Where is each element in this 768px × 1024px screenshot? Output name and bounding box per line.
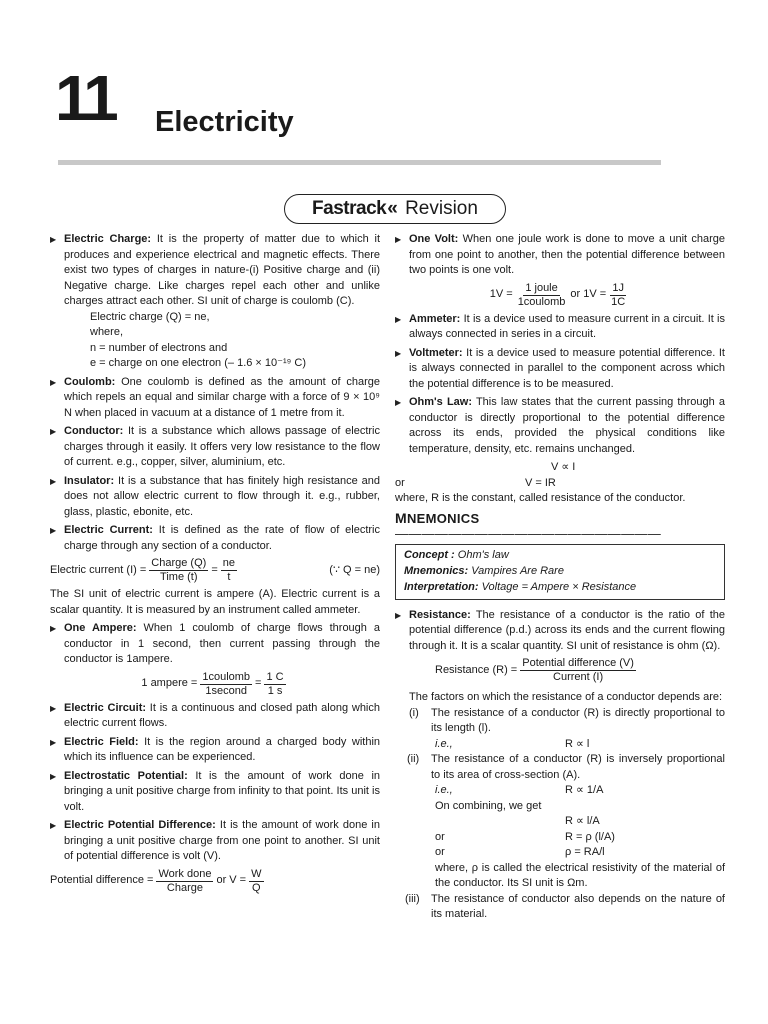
factor-text: The resistance of a conductor (R) is inversely proportional to its area of cross-section (A).	[431, 753, 725, 781]
resistance-equation	[395, 657, 725, 684]
header-rule	[58, 160, 661, 165]
definition: The resistance of a conductor is the ratio of the potential difference (p.d.) across its ends and the current flowing through it. It is a scalar quantity. SI unit of resistance is ohm (Ω).	[409, 608, 725, 652]
denominator: Q	[252, 881, 261, 894]
factor-1	[395, 706, 725, 737]
right-column	[395, 232, 725, 923]
item-ammeter	[395, 312, 725, 343]
numerator: 1J	[612, 281, 625, 294]
potential-difference-equation	[50, 868, 380, 895]
definition: It is a continuous and closed path along which electric current flows.	[64, 701, 380, 729]
equation: ρ = RA/l	[565, 846, 605, 858]
or-label: or	[395, 476, 405, 489]
ohm-where-text: where, R is the constant, called resistance of the conductor.	[395, 492, 686, 504]
e-definition: e = charge on one electron (– 1.6 × 10⁻¹⁹ C)	[90, 357, 306, 369]
chapter-number: 11	[55, 62, 115, 134]
chapter-title: Electricity	[155, 106, 294, 138]
denominator: 1second	[205, 684, 247, 697]
denominator: 1 s	[267, 684, 283, 697]
numerator: W	[251, 867, 262, 880]
heading-cap: M	[395, 509, 407, 526]
term: One Ampere:	[64, 622, 137, 634]
numerator: 1coulomb	[202, 670, 251, 683]
term: Ammeter:	[409, 312, 461, 325]
factor-label: (ii)	[407, 753, 420, 765]
fraction	[609, 282, 627, 309]
left-column	[50, 232, 380, 898]
ohm-equation-2	[395, 476, 725, 492]
item-insulator	[50, 474, 380, 521]
combined-equation-3	[395, 845, 725, 861]
item-one-ampere	[50, 621, 380, 668]
current-equation	[50, 557, 380, 584]
ohm-equation-1	[395, 460, 725, 476]
factor-1-equation	[395, 737, 725, 753]
definition: This law states that the current passing through a conductor is directly proportional to the potential difference across its ends, provided the physical conditions like temperature, density, etc. remains unchanged.	[409, 396, 725, 455]
item-resistance	[395, 608, 725, 655]
item-conductor	[50, 424, 380, 471]
factor-3	[395, 892, 725, 923]
or-label: or	[435, 830, 445, 843]
formula: Electric charge (Q) = ne,	[90, 310, 210, 323]
numerator: 1 joule	[525, 281, 558, 294]
item-potential-difference	[50, 818, 380, 865]
factor-label: (i)	[409, 706, 419, 719]
numerator: Charge (Q)	[151, 557, 207, 569]
definition: It is a substance which allows passage of electric charges through it easily. It offers very low resistance to the flow of current. e.g., copper, silver, aluminium, etc.	[64, 425, 380, 468]
mnemonics-heading: MNEMONICS ————————————————————	[395, 509, 661, 541]
badge-separator: «	[387, 198, 398, 219]
fraction	[249, 868, 263, 895]
mnemonic-line	[404, 563, 716, 579]
definition: It is a substance that has finitely high resistance and does not allow electric current to flow through it. e.g., rubber, glass, plastic, ebonite, etc.	[64, 474, 380, 518]
equation: V ∝ I	[551, 461, 576, 473]
numerator: ne	[222, 557, 235, 569]
factor-text: The resistance of a conductor (R) is directly proportional to its length (l).	[431, 706, 725, 734]
equation: R ∝ 1/A	[565, 784, 604, 796]
or-label: or	[435, 846, 445, 858]
term: Ohm's Law:	[409, 396, 472, 408]
factors-intro: The factors on which the resistance of a conductor depends are:	[409, 691, 723, 703]
volt-equation	[395, 282, 725, 309]
factor-text: The resistance of conductor also depends on the nature of its material.	[431, 892, 725, 920]
definition: It is a device used to measure potential difference. It is always connected in parallel to the component across which the potential difference is to be measured.	[409, 346, 725, 390]
heading-rest: NEMONICS	[406, 510, 480, 526]
fastrack-revision-badge	[284, 194, 506, 224]
term: One Volt:	[409, 233, 459, 245]
item-coulomb	[50, 375, 380, 422]
ampere-equation	[50, 671, 380, 698]
since-note: (∵ Q = ne)	[329, 563, 380, 576]
item-electric-charge	[50, 232, 380, 372]
item-electric-circuit	[50, 701, 380, 732]
term: Electrostatic Potential:	[64, 769, 188, 782]
ie-label: i.e.,	[435, 737, 453, 750]
or-label: or V =	[216, 874, 247, 887]
n-definition: n = number of electrons and	[90, 341, 228, 354]
badge-brand: Fastrack	[312, 198, 387, 219]
combining-text: On combining, we get	[435, 799, 542, 812]
lhs: 1 ampere =	[141, 677, 198, 690]
item-ohms-law	[395, 395, 725, 457]
equation: V = IR	[525, 476, 556, 489]
where-label: where,	[90, 326, 124, 338]
label: Concept :	[404, 548, 455, 561]
definition: It is a device used to measure current in a circuit. It is always connected in series in a circuit.	[409, 312, 725, 340]
fraction	[520, 657, 636, 684]
value: Vampires Are Rare	[468, 564, 564, 577]
term: Resistance:	[409, 608, 471, 621]
badge-label: Revision	[405, 198, 478, 219]
combined-equation-1	[395, 814, 725, 830]
term: Electric Charge:	[64, 233, 152, 245]
label: Interpretation:	[404, 580, 479, 593]
fraction	[200, 671, 252, 698]
lhs: 1V =	[489, 288, 513, 301]
factor-2	[395, 752, 725, 783]
numerator: Work done	[158, 867, 212, 880]
value: Voltage = Ampere × Resistance	[478, 580, 637, 593]
lhs: Electric current (I) =	[50, 563, 147, 576]
definition: It is defined as the rate of flow of electric charge through any section of a conductor.	[64, 524, 380, 552]
equation: R = ρ (l/A)	[565, 830, 615, 843]
value: Ohm's law	[454, 548, 509, 561]
fraction	[221, 557, 237, 584]
current-si-text: The SI unit of electric current is ampere (A). Electric current is a scalar quantity. It is measured by an instrument called ammeter.	[50, 588, 380, 616]
equals: =	[255, 677, 262, 690]
denominator: Charge	[166, 881, 203, 894]
denominator: 1coulomb	[517, 295, 566, 308]
term: Voltmeter:	[409, 346, 463, 359]
mnemonics-box	[395, 544, 725, 600]
equation: R ∝ l	[565, 737, 590, 750]
lhs: Resistance (R) =	[435, 663, 518, 676]
numerator: 1 C	[266, 670, 284, 683]
term: Electric Potential Difference:	[64, 819, 216, 831]
label: Mnemonics:	[404, 564, 469, 577]
factor-2-equation	[395, 783, 725, 799]
denominator: Current (I)	[553, 671, 604, 683]
equation: R ∝ l/A	[565, 815, 600, 827]
denominator: Time (t)	[160, 571, 198, 583]
denominator: t	[227, 571, 231, 583]
definition: It is the amount of work done in bringing a unit positive charge from one point to another. SI unit of potential difference is volt (V).	[64, 819, 380, 862]
ie-label: i.e.,	[435, 784, 453, 796]
term: Electric Field:	[64, 735, 139, 748]
fraction	[516, 282, 568, 309]
equals: =	[211, 563, 218, 576]
combined-equation-2	[395, 830, 725, 846]
definition: It is the property of matter due to which it produces and experience electrical and magnetic effects. There exist two types of charges in nature-(i) Positive charge and (ii) Negative charge. Like charges repel each other and unlike charges attract each other. SI unit of charge is coulomb (C).	[64, 233, 380, 307]
term: Electric Current:	[64, 524, 153, 536]
term: Electric Circuit:	[64, 701, 147, 714]
term: Insulator:	[64, 474, 115, 487]
item-electric-current	[50, 523, 380, 554]
lhs: Potential difference =	[50, 874, 154, 887]
definition: It is the region around a charged body within which its influence can be experienced.	[64, 735, 381, 763]
definition: It is the amount of work done in bringing a unit positive charge from infinity to that point. Its unit is volt.	[64, 769, 381, 813]
item-voltmeter	[395, 346, 725, 393]
fraction	[156, 868, 213, 895]
item-one-volt	[395, 232, 725, 279]
definition: When 1 coulomb of charge flows through a conductor in 1 second, then current passing through the conductor is 1ampere.	[64, 622, 380, 665]
concept-line	[404, 547, 716, 563]
fraction	[264, 671, 285, 698]
interpretation-line	[404, 579, 716, 595]
definition: One coulomb is defined as the amount of charge which repels an equal and similar charge with a force of 9 × 10⁹ N when placed in vacuum at a distance of 1 metre from it.	[64, 375, 380, 419]
item-electrostatic-potential	[50, 769, 380, 816]
or-label: or 1V =	[570, 288, 607, 301]
denominator: 1C	[611, 295, 626, 308]
term: Coulomb:	[64, 375, 116, 388]
numerator: Potential difference (V)	[522, 657, 634, 669]
resistivity-text: where, ρ is called the electrical resistivity of the material of the conductor. Its SI unit is Ωm.	[435, 861, 725, 889]
definition: When one joule work is done to move a unit charge from one point to another, then the potential difference between two points is one volt.	[409, 233, 725, 276]
factor-label: (iii)	[405, 892, 420, 905]
fraction	[149, 557, 208, 584]
term: Conductor:	[64, 425, 124, 437]
item-electric-field	[50, 735, 380, 766]
